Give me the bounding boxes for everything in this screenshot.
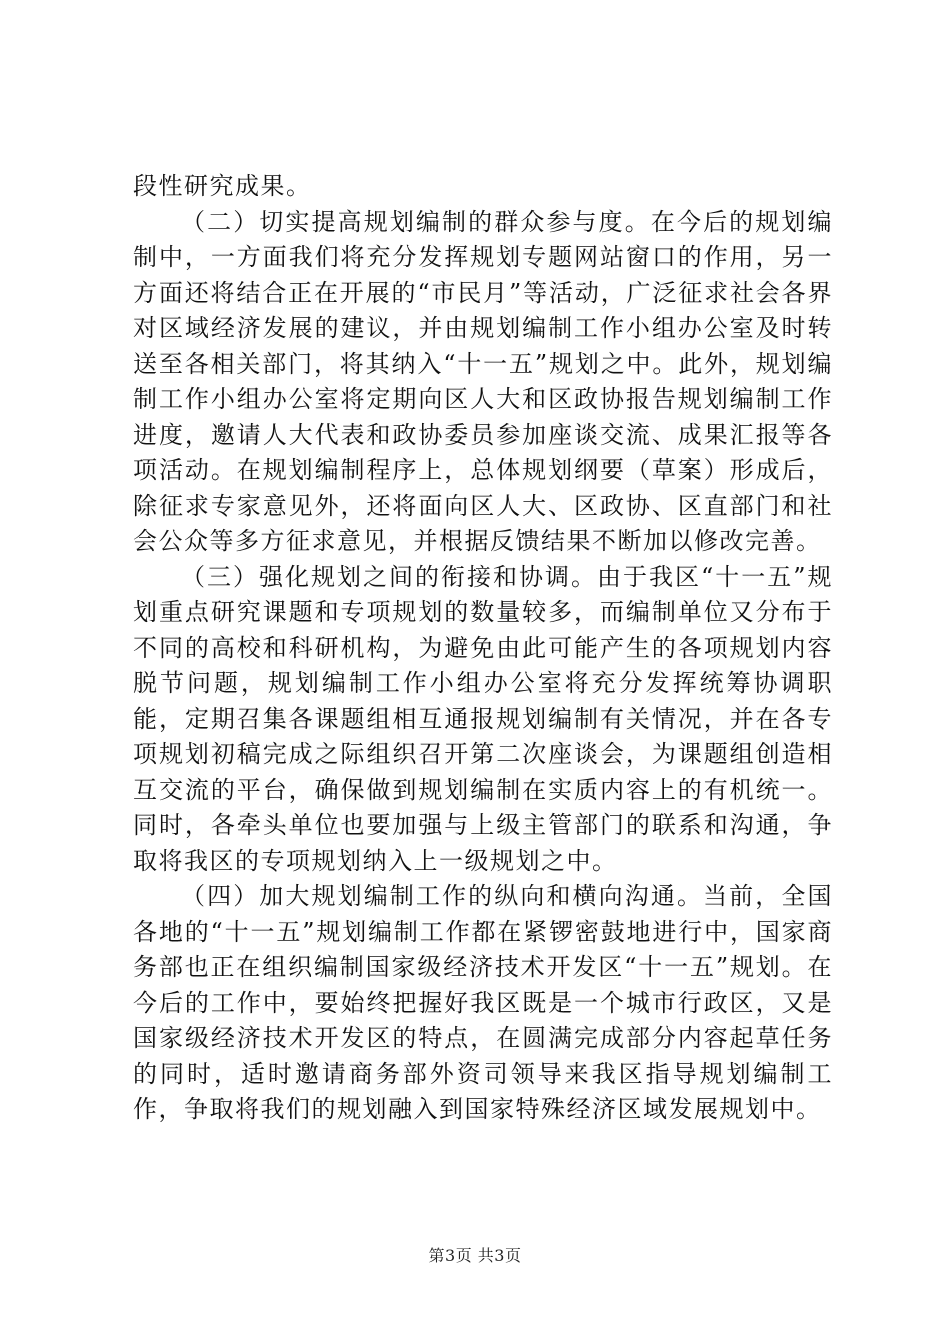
paragraph-continuation: 段性研究成果。 xyxy=(133,172,312,200)
paragraph-section-4: （四）加大规划编制工作的纵向和横向沟通。当前，全国各地的“十一五”规划编制工作都在紧锣密鼓地进行中，国家商务部也正在组织编制国家级经济技术开发区“十一五”规划。在今后的工作中，要始终把握好我区既是一个城市行政区，又是国家级经济技术开发区的特点，在圆满完成部分内容起草任务的同时，适时邀请商务部外资司领导来我区指导规划编制工作，争取将我们的规划融入到国家特殊经济区域发展规划中。 xyxy=(133,882,833,1123)
page-footer: 第3页 共3页 xyxy=(428,1246,522,1265)
paragraph-section-3: （三）强化规划之间的衔接和协调。由于我区“十一五”规划重点研究课题和专项规划的数量较多，而编制单位又分布于不同的高校和科研机构，为避免由此可能产生的各项规划内容脱节问题，规划编制工作小组办公室将充分发挥统筹协调职能，定期召集各课题组相互通报规划编制有关情况，并在各专项规划初稿完成之际组织召开第二次座谈会，为课题组创造相互交流的平台，确保做到规划编制在实质内容上的有机统一。同时，各牵头单位也要加强与上级主管部门的联系和沟通，争取将我区的专项规划纳入上一级规划之中。 xyxy=(133,562,833,875)
document-body xyxy=(133,169,833,1128)
paragraph-section-2: （二）切实提高规划编制的群众参与度。在今后的规划编制中，一方面我们将充分发挥规划专题网站窗口的作用，另一方面还将结合正在开展的“市民月”等活动，广泛征求社会各界对区域经济发展的建议，并由规划编制工作小组办公室及时转送至各相关部门，将其纳入“十一五”规划之中。此外，规划编制工作小组办公室将定期向区人大和区政协报告规划编制工作进度，邀请人大代表和政协委员参加座谈交流、成果汇报等各项活动。在规划编制程序上，总体规划纲要（草案）形成后，除征求专家意见外，还将面向区人大、区政协、区直部门和社会公众等多方征求意见，并根据反馈结果不断加以修改完善。 xyxy=(133,207,833,555)
